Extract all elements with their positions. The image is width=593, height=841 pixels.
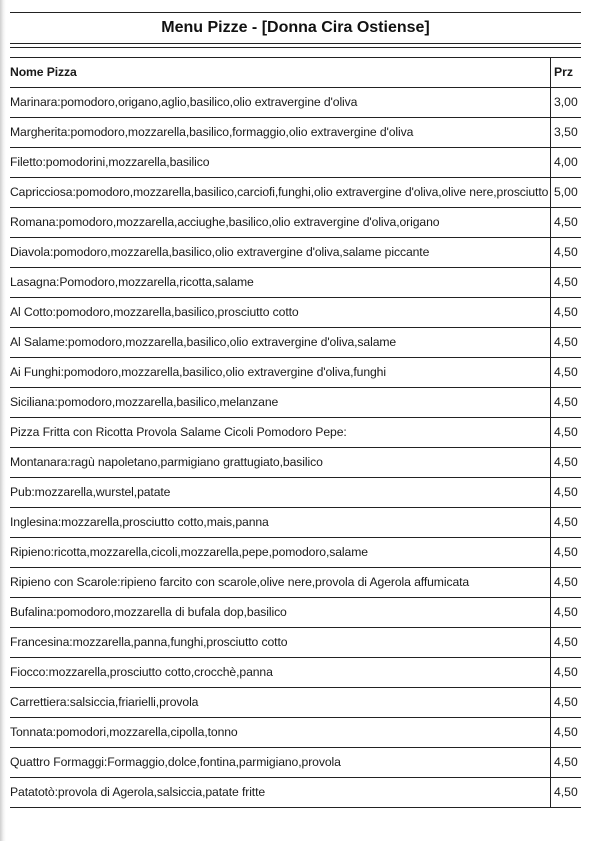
table-row [10,747,581,777]
pizza-name-cell: Filetto:pomodorini,mozzarella,basilico [10,155,210,169]
pizza-name-cell: Capricciosa:pomodoro,mozzarella,basilico,carciofi,funghi,olio extravergine d'oliva,olive nere,prosciutto [10,185,549,199]
table-row [10,537,581,567]
pizza-price-cell: 4,50 [550,298,581,327]
menu-table [10,57,581,808]
pizza-name-cell: Siciliana:pomodoro,mozzarella,basilico,melanzane [10,395,279,409]
table-row [10,267,581,297]
pizza-name-cell: Diavola:pomodoro,mozzarella,basilico,olio extravergine d'oliva,salame piccante [10,245,430,259]
pizza-price-cell: 4,50 [550,238,581,267]
pizza-name-cell: Pizza Fritta con Ricotta Provola Salame Cicoli Pomodoro Pepe: [10,425,347,439]
pizza-name-cell: Marinara:pomodoro,origano,aglio,basilico,olio extravergine d'oliva [10,95,358,109]
pizza-price-cell: 4,50 [550,418,581,447]
pizza-name-cell: Margherita:pomodoro,mozzarella,basilico,formaggio,olio extravergine d'oliva [10,125,414,139]
table-row [10,417,581,447]
table-row [10,777,581,808]
pizza-name-cell: Ripieno:ricotta,mozzarella,cicoli,mozzarella,pepe,pomodoro,salame [10,545,368,559]
pizza-price-cell: 4,50 [550,628,581,657]
table-row [10,507,581,537]
table-row [10,297,581,327]
pizza-price-cell: 4,50 [550,598,581,627]
pizza-name-cell: Pub:mozzarella,wurstel,patate [10,485,171,499]
pizza-price-cell: 4,50 [550,538,581,567]
pizza-price-cell: 4,50 [550,508,581,537]
pizza-price-cell: 4,50 [550,478,581,507]
table-row [10,597,581,627]
table-row [10,237,581,267]
pizza-price-cell: 4,50 [550,208,581,237]
pizza-name-cell: Inglesina:mozzarella,prosciutto cotto,mais,panna [10,515,269,529]
pizza-price-cell: 4,50 [550,388,581,417]
pizza-price-cell: 4,00 [550,148,581,177]
pizza-name-cell: Bufalina:pomodoro,mozzarella di bufala dop,basilico [10,605,287,619]
table-row [10,477,581,507]
pizza-price-cell: 4,50 [550,658,581,687]
table-row [10,207,581,237]
pizza-name-cell: Ripieno con Scarole:ripieno farcito con scarole,olive nere,provola di Agerola affumicata [10,575,470,589]
pizza-name-cell: Romana:pomodoro,mozzarella,acciughe,basilico,olio extravergine d'oliva,origano [10,215,440,229]
table-row [10,627,581,657]
pizza-name-cell: Lasagna:Pomodoro,mozzarella,ricotta,salame [10,275,254,289]
pizza-price-cell: 5,00 [550,178,581,207]
pizza-price-cell: 3,00 [550,88,581,117]
pizza-name-cell: Quattro Formaggi:Formaggio,dolce,fontina,parmigiano,provola [10,755,341,769]
pizza-name-cell: Al Cotto:pomodoro,mozzarella,basilico,prosciutto cotto [10,305,299,319]
table-row [10,117,581,147]
pizza-name-cell: Fiocco:mozzarella,prosciutto cotto,crocchè,panna [10,665,273,679]
page-title: Menu Pizze - [Donna Cira Ostiense] [10,12,581,44]
pizza-price-cell: 4,50 [550,448,581,477]
table-row [10,357,581,387]
table-row [10,387,581,417]
table-header-row [10,57,581,87]
pizza-price-cell: 4,50 [550,328,581,357]
pizza-name-cell: Tonnata:pomodori,mozzarella,cipolla,tonno [10,725,238,739]
table-row [10,447,581,477]
pizza-name-cell: Carrettiera:salsiccia,friarielli,provola [10,695,199,709]
title-separator [10,47,581,48]
table-row [10,87,581,117]
table-row [10,687,581,717]
pizza-name-cell: Al Salame:pomodoro,mozzarella,basilico,olio extravergine d'oliva,salame [10,335,397,349]
page-edge-shadow [0,0,6,841]
table-row [10,717,581,747]
pizza-name-cell: Francesina:mozzarella,panna,funghi,prosciutto cotto [10,635,288,649]
pizza-price-cell: 4,50 [550,748,581,777]
pizza-name-cell: Ai Funghi:pomodoro,mozzarella,basilico,olio extravergine d'oliva,funghi [10,365,386,379]
table-row [10,657,581,687]
pizza-price-cell: 4,50 [550,358,581,387]
pizza-price-cell: 3,50 [550,118,581,147]
pizza-price-cell: 4,50 [550,268,581,297]
pizza-price-cell: 4,50 [550,688,581,717]
pizza-name-cell: Montanara:ragù napoletano,parmigiano grattugiato,basilico [10,455,323,469]
table-row [10,327,581,357]
pizza-price-cell: 4,50 [550,568,581,597]
column-header-name: Nome Pizza [10,65,77,79]
pizza-price-cell: 4,50 [550,778,581,807]
pizza-name-cell: Patatotò:provola di Agerola,salsiccia,patate fritte [10,785,266,799]
table-row [10,567,581,597]
table-row [10,147,581,177]
pizza-price-cell: 4,50 [550,718,581,747]
column-header-price: Prz [550,58,581,87]
table-row [10,177,581,207]
